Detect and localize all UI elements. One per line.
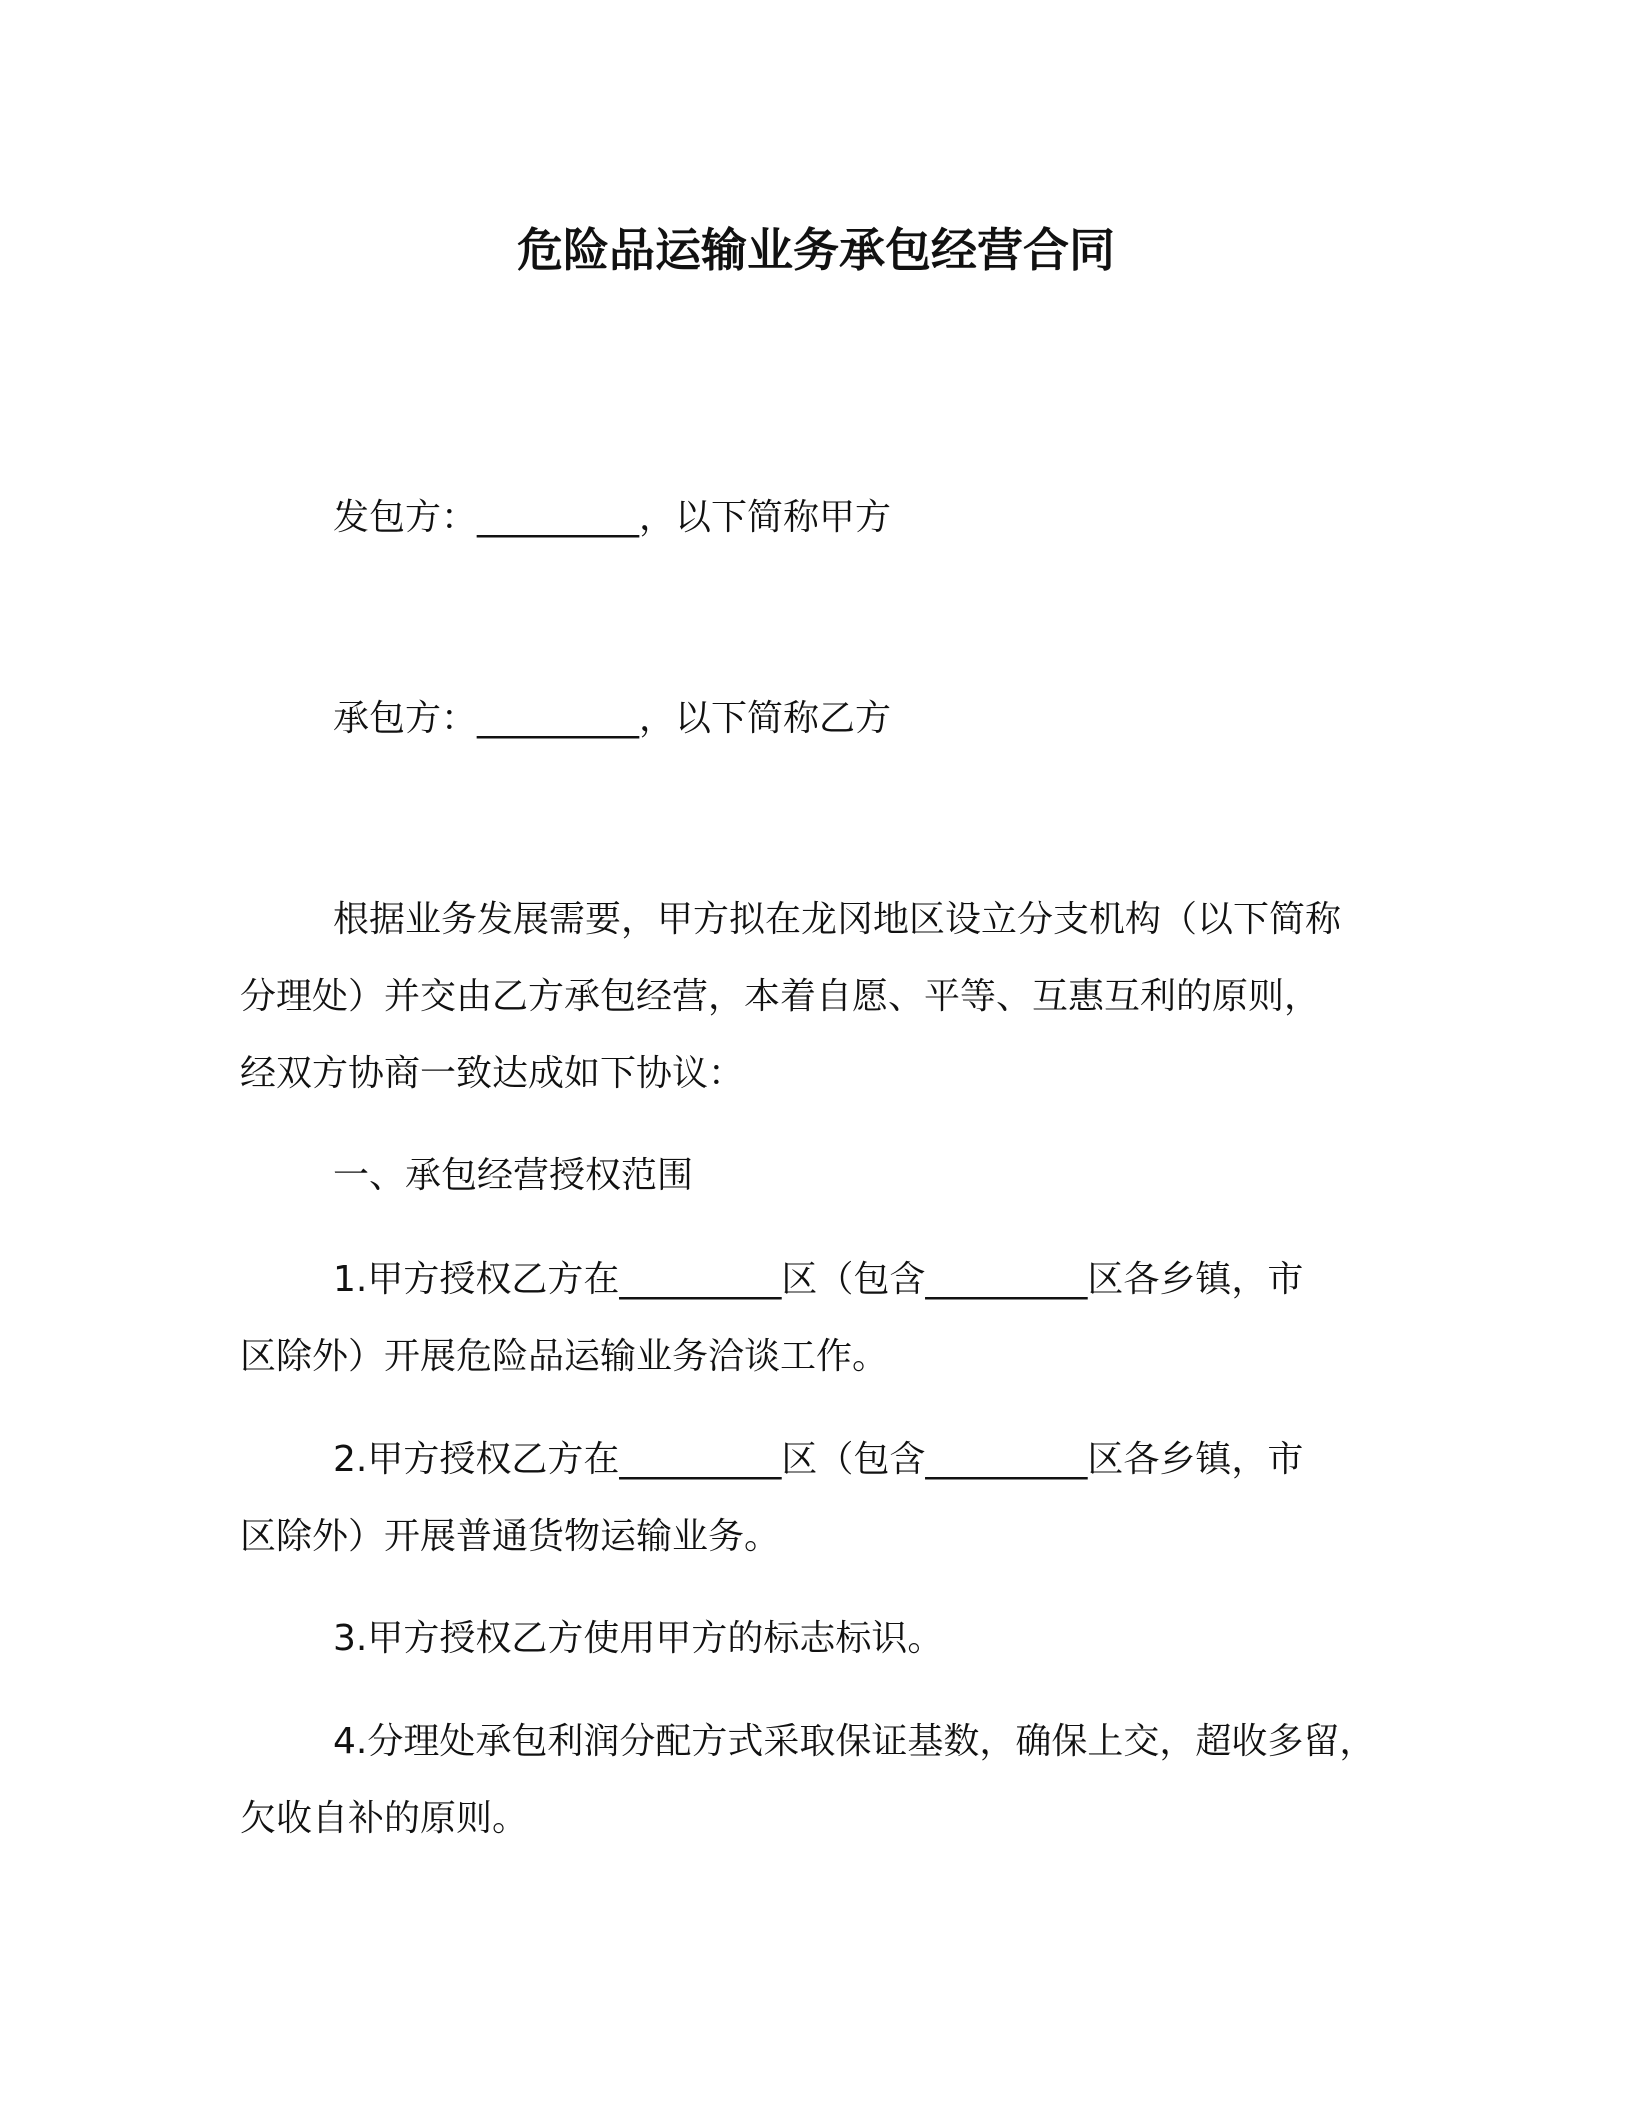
party-b-line: 承包方：_________，以下简称乙方 — [333, 698, 892, 739]
party-a-line: 发包方：_________，以下简称甲方 — [333, 497, 892, 538]
clause-1-line-1: 1.甲方授权乙方在_________区（包含_________区各乡镇，市 — [333, 1259, 1304, 1300]
clause-3-line-1: 3.甲方授权乙方使用甲方的标志标识。 — [333, 1618, 944, 1659]
preamble-line-3: 经双方协商一致达成如下协议： — [240, 1053, 745, 1094]
clause-2-line-1: 2.甲方授权乙方在_________区（包含_________区各乡镇，市 — [333, 1439, 1304, 1480]
clause-1-line-2: 区除外）开展危险品运输业务洽谈工作。 — [240, 1336, 889, 1377]
clause-4-line-2: 欠收自补的原则。 — [240, 1798, 529, 1839]
section-1-heading: 一、承包经营授权范围 — [333, 1155, 694, 1196]
preamble-line-1: 根据业务发展需要，甲方拟在龙冈地区设立分支机构（以下简称 — [333, 899, 1342, 940]
preamble-line-2: 分理处）并交由乙方承包经营，本着自愿、平等、互惠互利的原则， — [240, 976, 1321, 1017]
clause-2-line-2: 区除外）开展普通货物运输业务。 — [240, 1516, 781, 1557]
clause-4-line-1: 4.分理处承包利润分配方式采取保证基数，确保上交，超收多留， — [333, 1721, 1376, 1762]
document-title: 危险品运输业务承包经营合同 — [517, 223, 1115, 277]
